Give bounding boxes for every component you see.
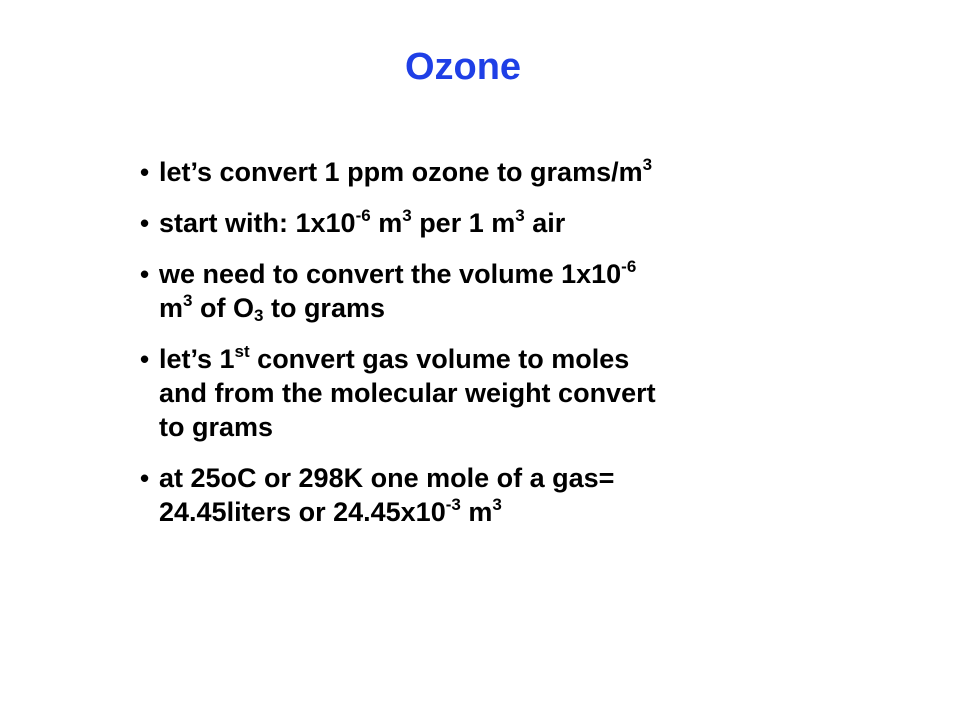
bullet-2-text: start with: 1x10 [159, 208, 356, 238]
bullet-5-text: at 25oC or 298K one mole of a gas= [159, 463, 615, 493]
bullet-item-2 [140, 206, 908, 240]
superscript: -3 [445, 495, 461, 514]
bullet-3-text: of O [192, 293, 254, 323]
bullet-2-text: per 1 m [411, 208, 516, 238]
superscript: -6 [621, 257, 637, 276]
bullet-list [140, 155, 908, 546]
bullet-3-text: we need to convert the volume 1x10 [159, 259, 622, 289]
superscript: st [234, 342, 250, 361]
bullet-dot-icon: • [140, 344, 150, 374]
superscript: 3 [515, 206, 525, 225]
bullet-item-5 [140, 461, 908, 529]
subscript: 3 [253, 306, 264, 325]
bullet-5-text: m [460, 497, 493, 527]
slide-title: Ozone [404, 46, 522, 88]
bullet-1-text: let’s convert 1 ppm ozone to grams/m [159, 157, 643, 187]
bullet-dot-icon: • [140, 208, 150, 238]
bullet-4-text: convert gas volume to moles [249, 344, 630, 374]
bullet-4-text: and from the molecular weight convert [159, 378, 656, 408]
bullet-3-text: m [159, 293, 184, 323]
bullet-4-text: to grams [159, 412, 274, 442]
bullet-dot-icon: • [140, 157, 150, 187]
superscript: 3 [183, 291, 193, 310]
bullet-item-3 [140, 257, 908, 325]
bullet-5-text: 24.45liters or 24.45x10 [159, 497, 446, 527]
superscript: -6 [355, 206, 371, 225]
bullet-item-1 [140, 155, 908, 189]
superscript: 3 [402, 206, 412, 225]
bullet-4-text: let’s 1 [159, 344, 235, 374]
superscript: 3 [492, 495, 502, 514]
bullet-2-text: air [524, 208, 566, 238]
superscript: 3 [642, 155, 653, 174]
bullet-dot-icon: • [140, 463, 150, 493]
bullet-item-4 [140, 342, 908, 444]
bullet-2-text: m [370, 208, 403, 238]
bullet-3-text: to grams [263, 293, 385, 323]
bullet-dot-icon: • [140, 259, 150, 289]
